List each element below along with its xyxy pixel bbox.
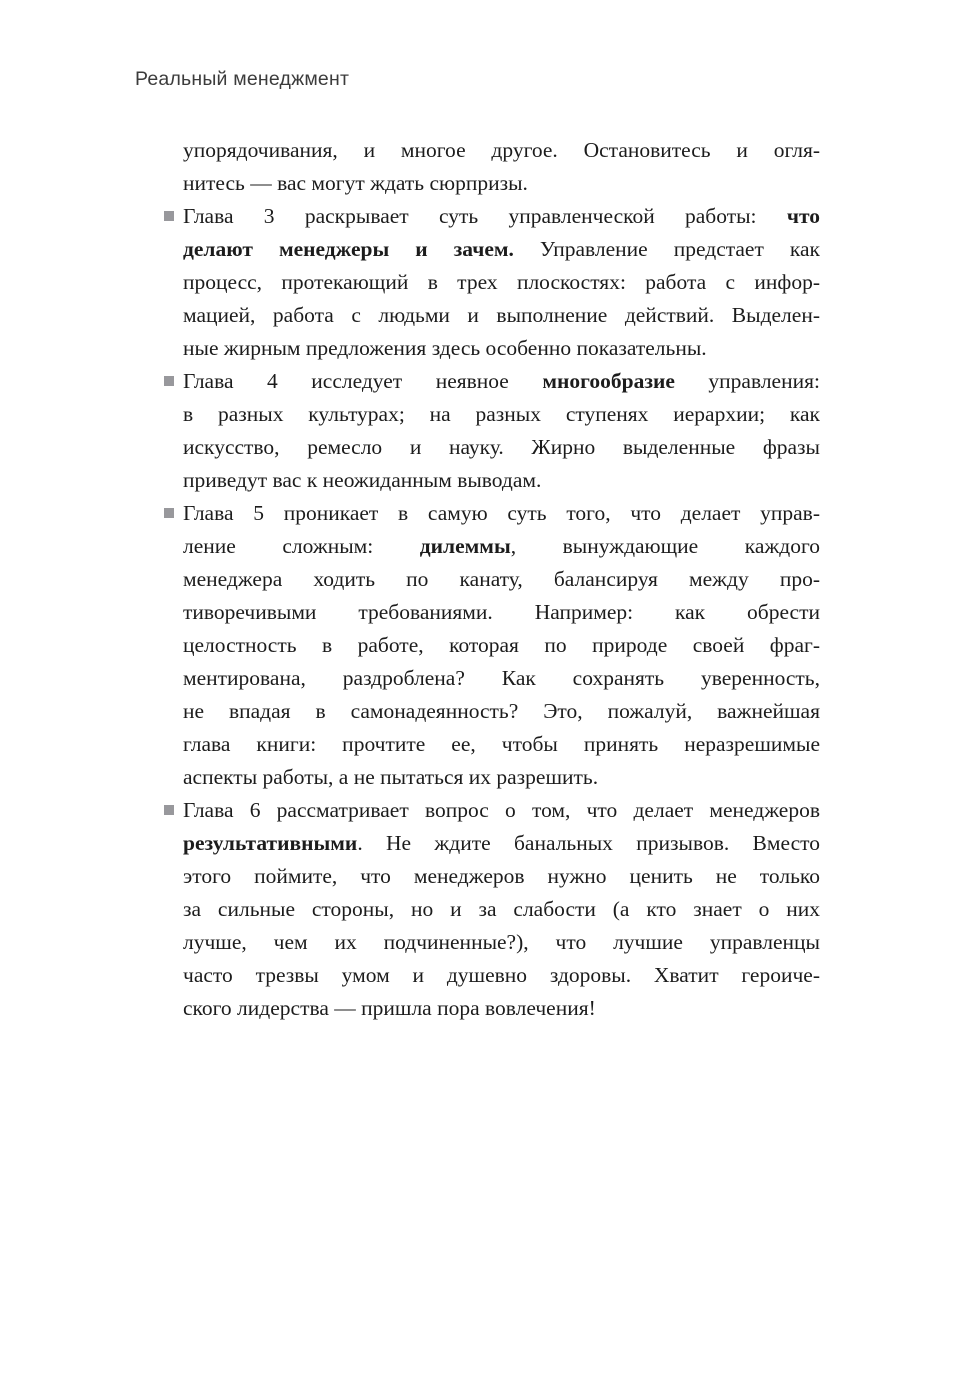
text-line <box>183 794 820 827</box>
text-run: ского лидерства — пришла пора вовлечения! <box>183 996 596 1020</box>
text-line <box>183 200 820 233</box>
text-run: . Не ждите банальных призывов. Вместо <box>357 831 820 855</box>
text-line <box>183 332 820 365</box>
text-run: Глава 6 рассматривает вопрос о том, что делает менеджеров <box>183 798 820 822</box>
text-run: целостность в работе, которая по природе своей фраг- <box>183 633 820 657</box>
text-line <box>183 926 820 959</box>
text-line <box>183 299 820 332</box>
text-run: , вынуждающие каждого <box>510 534 820 558</box>
text-run: управления: <box>674 369 820 393</box>
bullet-square-icon <box>164 211 174 221</box>
text-run: Глава 3 раскрывает суть управленческой работы: <box>183 204 787 228</box>
text-run: не впадая в самонадеянность? Это, пожалуй, важнейшая <box>183 699 820 723</box>
text-run: лучше, чем их подчиненные?), что лучшие управленцы <box>183 930 820 954</box>
text-line <box>183 761 820 794</box>
text-line <box>183 728 820 761</box>
bullet-paragraph <box>163 200 820 365</box>
bold-text-run: делают менеджеры и зачем. <box>183 237 514 261</box>
text-run: ментирована, раздроблена? Как сохранять уверенность, <box>183 666 820 690</box>
text-line <box>183 893 820 926</box>
text-line <box>183 662 820 695</box>
bold-text-run: что <box>786 204 820 228</box>
bullet-paragraph <box>163 497 820 794</box>
text-run: мацией, работа с людьми и выполнение действий. Выделен- <box>183 303 820 327</box>
bullet-paragraph <box>163 794 820 1025</box>
text-run: приведут вас к неожиданным выводам. <box>183 468 542 492</box>
text-line <box>183 431 820 464</box>
text-run: Глава 5 проникает в самую суть того, что делает управ- <box>183 501 820 525</box>
text-line <box>183 464 820 497</box>
bold-text-run: многообразие <box>542 369 675 393</box>
text-run: ление сложным: <box>183 534 420 558</box>
text-run: в разных культурах; на разных ступенях иерархии; как <box>183 402 820 426</box>
text-run: менеджера ходить по канату, балансируя между про- <box>183 567 820 591</box>
text-run: ные жирным предложения здесь особенно показательны. <box>183 336 707 360</box>
text-line <box>183 134 820 167</box>
text-run: процесс, протекающий в трех плоскостях: работа с инфор- <box>183 270 820 294</box>
text-line <box>183 530 820 563</box>
text-line <box>183 563 820 596</box>
running-header: Реальный менеджмент <box>135 68 350 90</box>
text-run: искусство, ремесло и науку. Жирно выделенные фразы <box>183 435 820 459</box>
text-run: Глава 4 исследует неявное <box>183 369 543 393</box>
text-run: упорядочивания, и многое другое. Остановитесь и огля- <box>183 138 820 162</box>
bold-text-run: дилеммы <box>419 534 511 558</box>
text-line <box>183 497 820 530</box>
text-run: этого поймите, что менеджеров нужно ценить не только <box>183 864 820 888</box>
text-run: за сильные стороны, но и за слабости (а кто знает о них <box>183 897 820 921</box>
text-line <box>183 695 820 728</box>
text-line <box>183 596 820 629</box>
bullet-square-icon <box>164 508 174 518</box>
text-line <box>183 827 820 860</box>
bold-text-run: результативными <box>183 831 358 855</box>
text-line <box>183 860 820 893</box>
text-run: глава книги: прочтите ее, чтобы принять неразрешимые <box>183 732 820 756</box>
text-run: тиворечивыми требованиями. Например: как обрести <box>183 600 820 624</box>
bullet-square-icon <box>164 376 174 386</box>
content-area <box>163 134 820 1025</box>
bullet-paragraph <box>163 365 820 497</box>
text-run: часто трезвы умом и душевно здоровы. Хватит героиче- <box>183 963 820 987</box>
bullet-square-icon <box>164 805 174 815</box>
text-line <box>183 233 820 266</box>
text-line <box>183 629 820 662</box>
text-run: аспекты работы, а не пытаться их разрешить. <box>183 765 599 789</box>
text-line <box>183 167 820 200</box>
text-line <box>183 266 820 299</box>
text-run: нитесь — вас могут ждать сюрпризы. <box>183 171 528 195</box>
text-line <box>183 365 820 398</box>
text-line <box>183 398 820 431</box>
paragraph <box>163 134 820 200</box>
text-line <box>183 992 820 1025</box>
text-line <box>183 959 820 992</box>
text-run: Управление предстает как <box>513 237 820 261</box>
